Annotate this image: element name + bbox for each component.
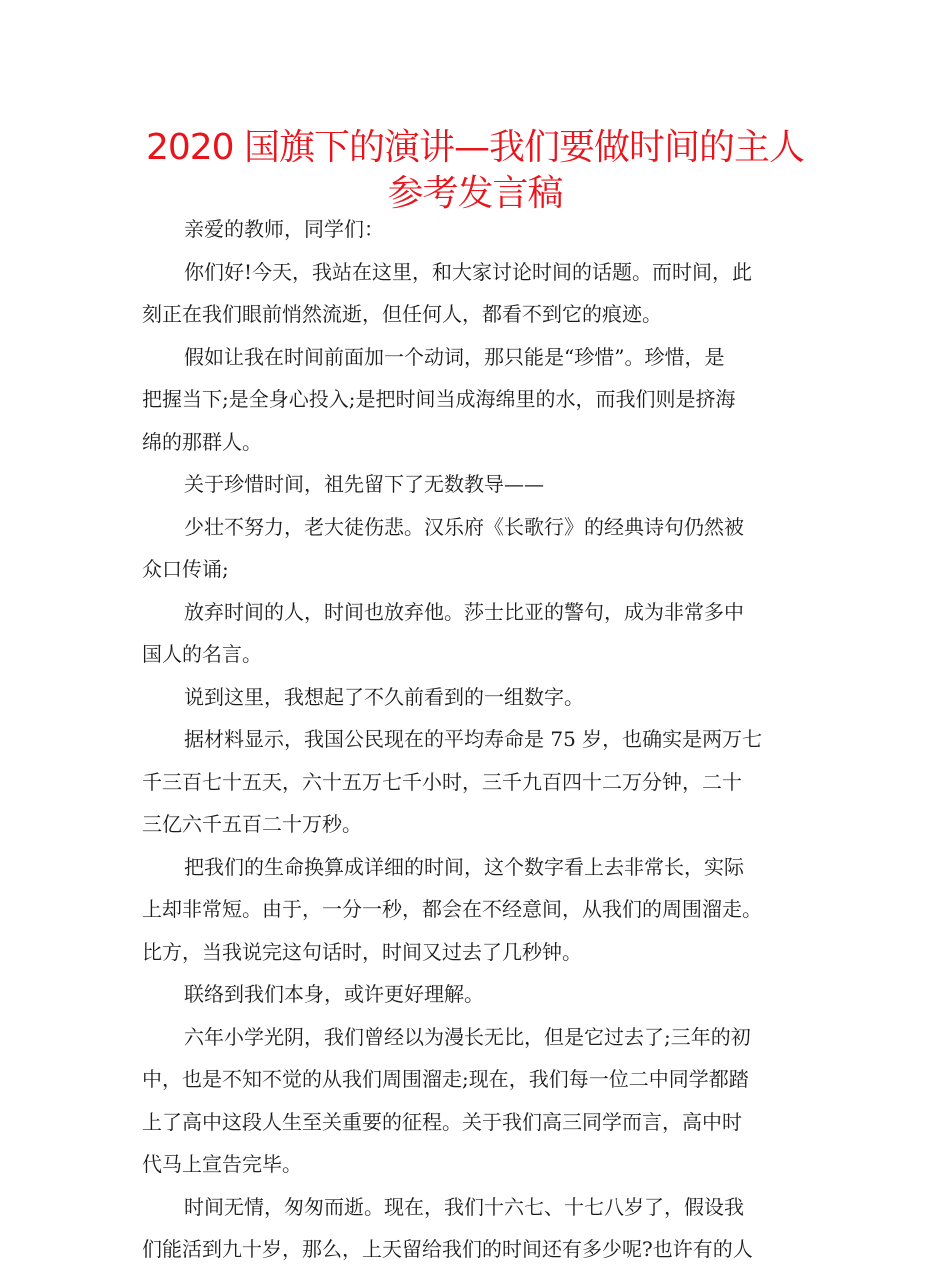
paragraph-line: 说到这里，我想起了不久前看到的一组数字。	[184, 684, 584, 709]
paragraph-line: 代马上宣告完毕。	[142, 1152, 302, 1176]
paragraph	[142, 1186, 814, 1271]
paragraph-line: 放弃时间的人，时间也放弃他。莎士比亚的警句，成为非常多中	[184, 599, 744, 624]
paragraph	[142, 1016, 814, 1186]
paragraph	[142, 336, 814, 464]
paragraph-line: 众口传诵;	[142, 557, 229, 581]
document-title-line-1: 2020 国旗下的演讲—我们要做时间的主人	[145, 127, 805, 168]
paragraph-line: 亲爱的教师，同学们：	[184, 217, 384, 241]
paragraph-line: 三亿六千五百二十万秒。	[142, 812, 362, 836]
paragraph	[142, 208, 814, 251]
paragraph-line: 千三百七十五天，六十五万七千小时，三千九百四十二万分钟，二十	[142, 769, 742, 794]
paragraph-line: 你们好!今天，我站在这里，和大家讨论时间的话题。而时间，此	[184, 259, 753, 284]
paragraph-line: 刻正在我们眼前悄然流逝，但任何人，都看不到它的痕迹。	[142, 302, 662, 326]
paragraph	[142, 463, 814, 506]
paragraph-line: 把我们的生命换算成详细的时间，这个数字看上去非常长，实际	[184, 854, 744, 879]
paragraph-line: 绵的那群人。	[142, 429, 262, 454]
paragraph-line: 假如让我在时间前面加一个动词，那只能是“珍惜”。珍惜，是	[184, 344, 725, 369]
paragraph-line: 据材料显示，我国公民现在的平均寿命是 75 岁，也确实是两万七	[184, 727, 763, 751]
paragraph-line: 上却非常短。由于，一分一秒，都会在不经意间，从我们的周围溜走。	[142, 897, 762, 921]
paragraph	[142, 251, 814, 336]
paragraph-line: 关于珍惜时间，祖先留下了无数教导——	[184, 472, 544, 496]
paragraph-line: 六年小学光阴，我们曾经以为漫长无比，但是它过去了;三年的初	[184, 1024, 751, 1049]
paragraph-line: 时间无情，匆匆而逝。现在，我们十六七、十七八岁了，假设我	[184, 1194, 744, 1219]
paragraph-line: 比方，当我说完这句话时，时间又过去了几秒钟。	[142, 939, 582, 964]
paragraph-line: 上了高中这段人生至关重要的征程。关于我们高三同学而言，高中时	[142, 1109, 742, 1134]
paragraph-line: 把握当下;是全身心投入;是把时间当成海绵里的水，而我们则是挤海	[142, 387, 736, 411]
paragraph	[142, 846, 814, 974]
paragraph	[142, 506, 814, 591]
paragraph	[142, 591, 814, 676]
paragraph-line: 联络到我们本身，或许更好理解。	[184, 982, 484, 1006]
paragraph	[142, 973, 814, 1016]
paragraph-line: 国人的名言。	[142, 642, 262, 666]
paragraph-line: 们能活到九十岁，那么，上天留给我们的时间还有多少呢?也许有的人	[142, 1237, 753, 1261]
paragraph-line: 中，也是不知不觉的从我们周围溜走;现在，我们每一位二中同学都踏	[142, 1067, 749, 1091]
document-title-line-2: 参考发言稿	[387, 173, 563, 214]
paragraph	[142, 718, 814, 846]
document-body	[142, 208, 814, 1271]
paragraph-line: 少壮不努力，老大徒伤悲。汉乐府《长歌行》的经典诗句仍然被	[184, 514, 744, 539]
paragraph	[142, 676, 814, 719]
